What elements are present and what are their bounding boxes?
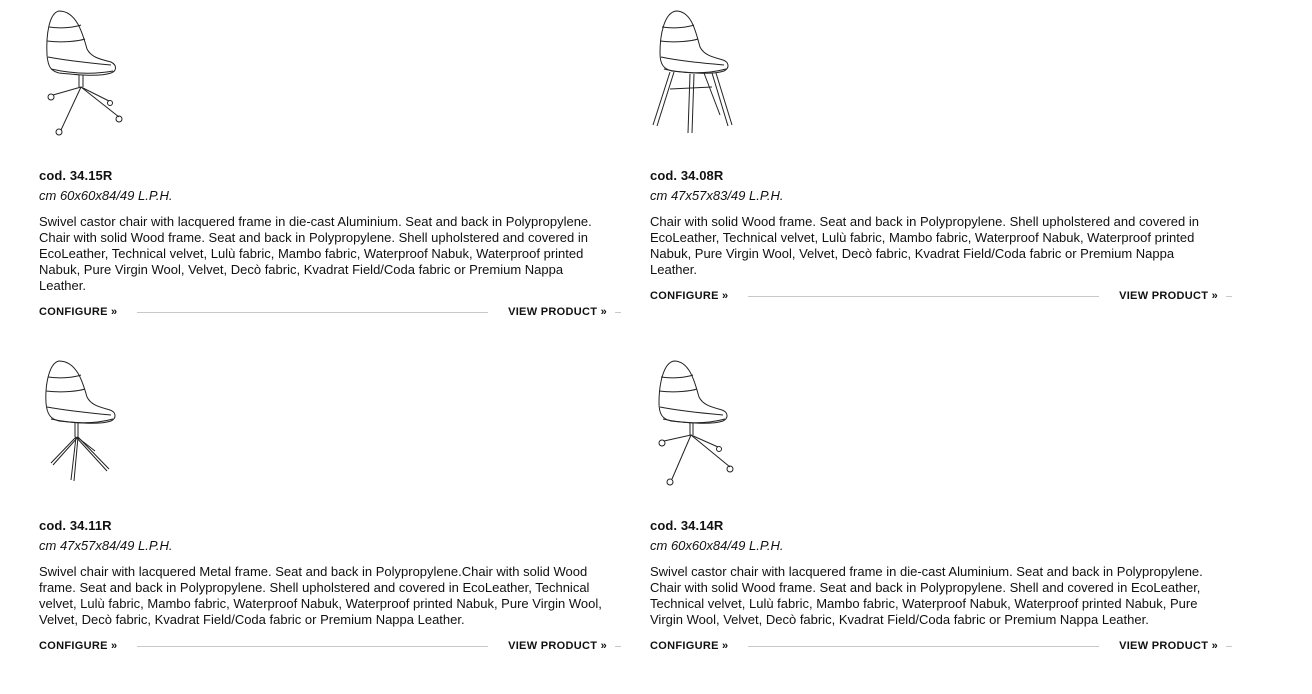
product-description: Chair with solid Wood frame. Seat and back in Polypropylene. Shell upholstered and covered in EcoLeather, Technical velvet, Lulù fabric, Mambo fabric, Waterproof Nabuk, Waterproof printed Nabuk, Pure Virgin Wool, Velvet, Decò fabric, Kvadrat Field/Coda fabric or Premium Nappa Leather. (650, 214, 1199, 277)
product-card (39, 5, 621, 320)
divider-tail (1226, 296, 1232, 297)
product-code: cod. 34.15R (39, 168, 113, 183)
view-product-link[interactable]: VIEW PRODUCT » (508, 640, 607, 652)
product-dimensions: cm 47x57x84/49 L.P.H. (39, 538, 173, 553)
product-card (650, 5, 1232, 304)
view-product-link[interactable]: VIEW PRODUCT » (1119, 640, 1218, 652)
product-actions (39, 638, 621, 654)
divider-line (137, 646, 488, 647)
product-description: Swivel castor chair with lacquered frame in die-cast Aluminium. Seat and back in Polypropylene. Chair with solid Wood frame. Seat and back in Polypropylene. Shell and covered in EcoLeather, Technical velvet, Lulù fabric, Mambo fabric, Waterproof Nabuk, Waterproof printed Nabuk, Pure Virgin Wool, Velvet, Decò fabric, Kvadrat Field/Coda fabric or Premium Nappa Leather. (650, 564, 1203, 627)
configure-link[interactable]: CONFIGURE » (39, 306, 118, 318)
chair-castor-aluminium-image[interactable] (650, 355, 740, 490)
divider-line (137, 312, 488, 313)
product-card (39, 355, 621, 654)
product-code: cod. 34.14R (650, 518, 724, 533)
product-code: cod. 34.11R (39, 518, 112, 533)
divider-line (748, 646, 1099, 647)
product-description: Swivel castor chair with lacquered frame in die-cast Aluminium. Seat and back in Polypropylene. Chair with solid Wood frame. Seat and back in Polypropylene. Shell upholstered and covered in EcoLeather, Technical velvet, Lulù fabric, Mambo fabric, Waterproof Nabuk, Waterproof printed Nabuk, Pure Virgin Wool, Velvet, Decò fabric, Kvadrat Field/Coda fabric or Premium Nappa Leather. (39, 214, 592, 293)
chair-wood-legs-image[interactable] (650, 5, 740, 140)
product-code: cod. 34.08R (650, 168, 724, 183)
divider-tail (1226, 646, 1232, 647)
view-product-link[interactable]: VIEW PRODUCT » (508, 306, 607, 318)
divider-tail (615, 646, 621, 647)
view-product-link[interactable]: VIEW PRODUCT » (1119, 290, 1218, 302)
product-dimensions: cm 60x60x84/49 L.P.H. (650, 538, 784, 553)
divider-line (748, 296, 1099, 297)
product-dimensions: cm 60x60x84/49 L.P.H. (39, 188, 173, 203)
divider-tail (615, 312, 621, 313)
chair-metal-swivel-image[interactable] (39, 355, 129, 490)
product-description: Swivel chair with lacquered Metal frame. Seat and back in Polypropylene.Chair with solid Wood frame. Seat and back in Polypropylene. Shell upholstered and covered in EcoLeather, Technical velvet, Lulù fabric, Mambo fabric, Waterproof Nabuk, Waterproof printed Nabuk, Pure Virgin Wool, Velvet, Decò fabric, Kvadrat Field/Coda fabric or Premium Nappa Leather. (39, 564, 602, 627)
product-actions (650, 638, 1232, 654)
chair-castor-aluminium-image[interactable] (39, 5, 129, 140)
product-card (650, 355, 1232, 654)
product-dimensions: cm 47x57x83/49 L.P.H. (650, 188, 784, 203)
product-actions (39, 304, 621, 320)
configure-link[interactable]: CONFIGURE » (39, 640, 118, 652)
product-actions (650, 288, 1232, 304)
configure-link[interactable]: CONFIGURE » (650, 640, 729, 652)
configure-link[interactable]: CONFIGURE » (650, 290, 729, 302)
